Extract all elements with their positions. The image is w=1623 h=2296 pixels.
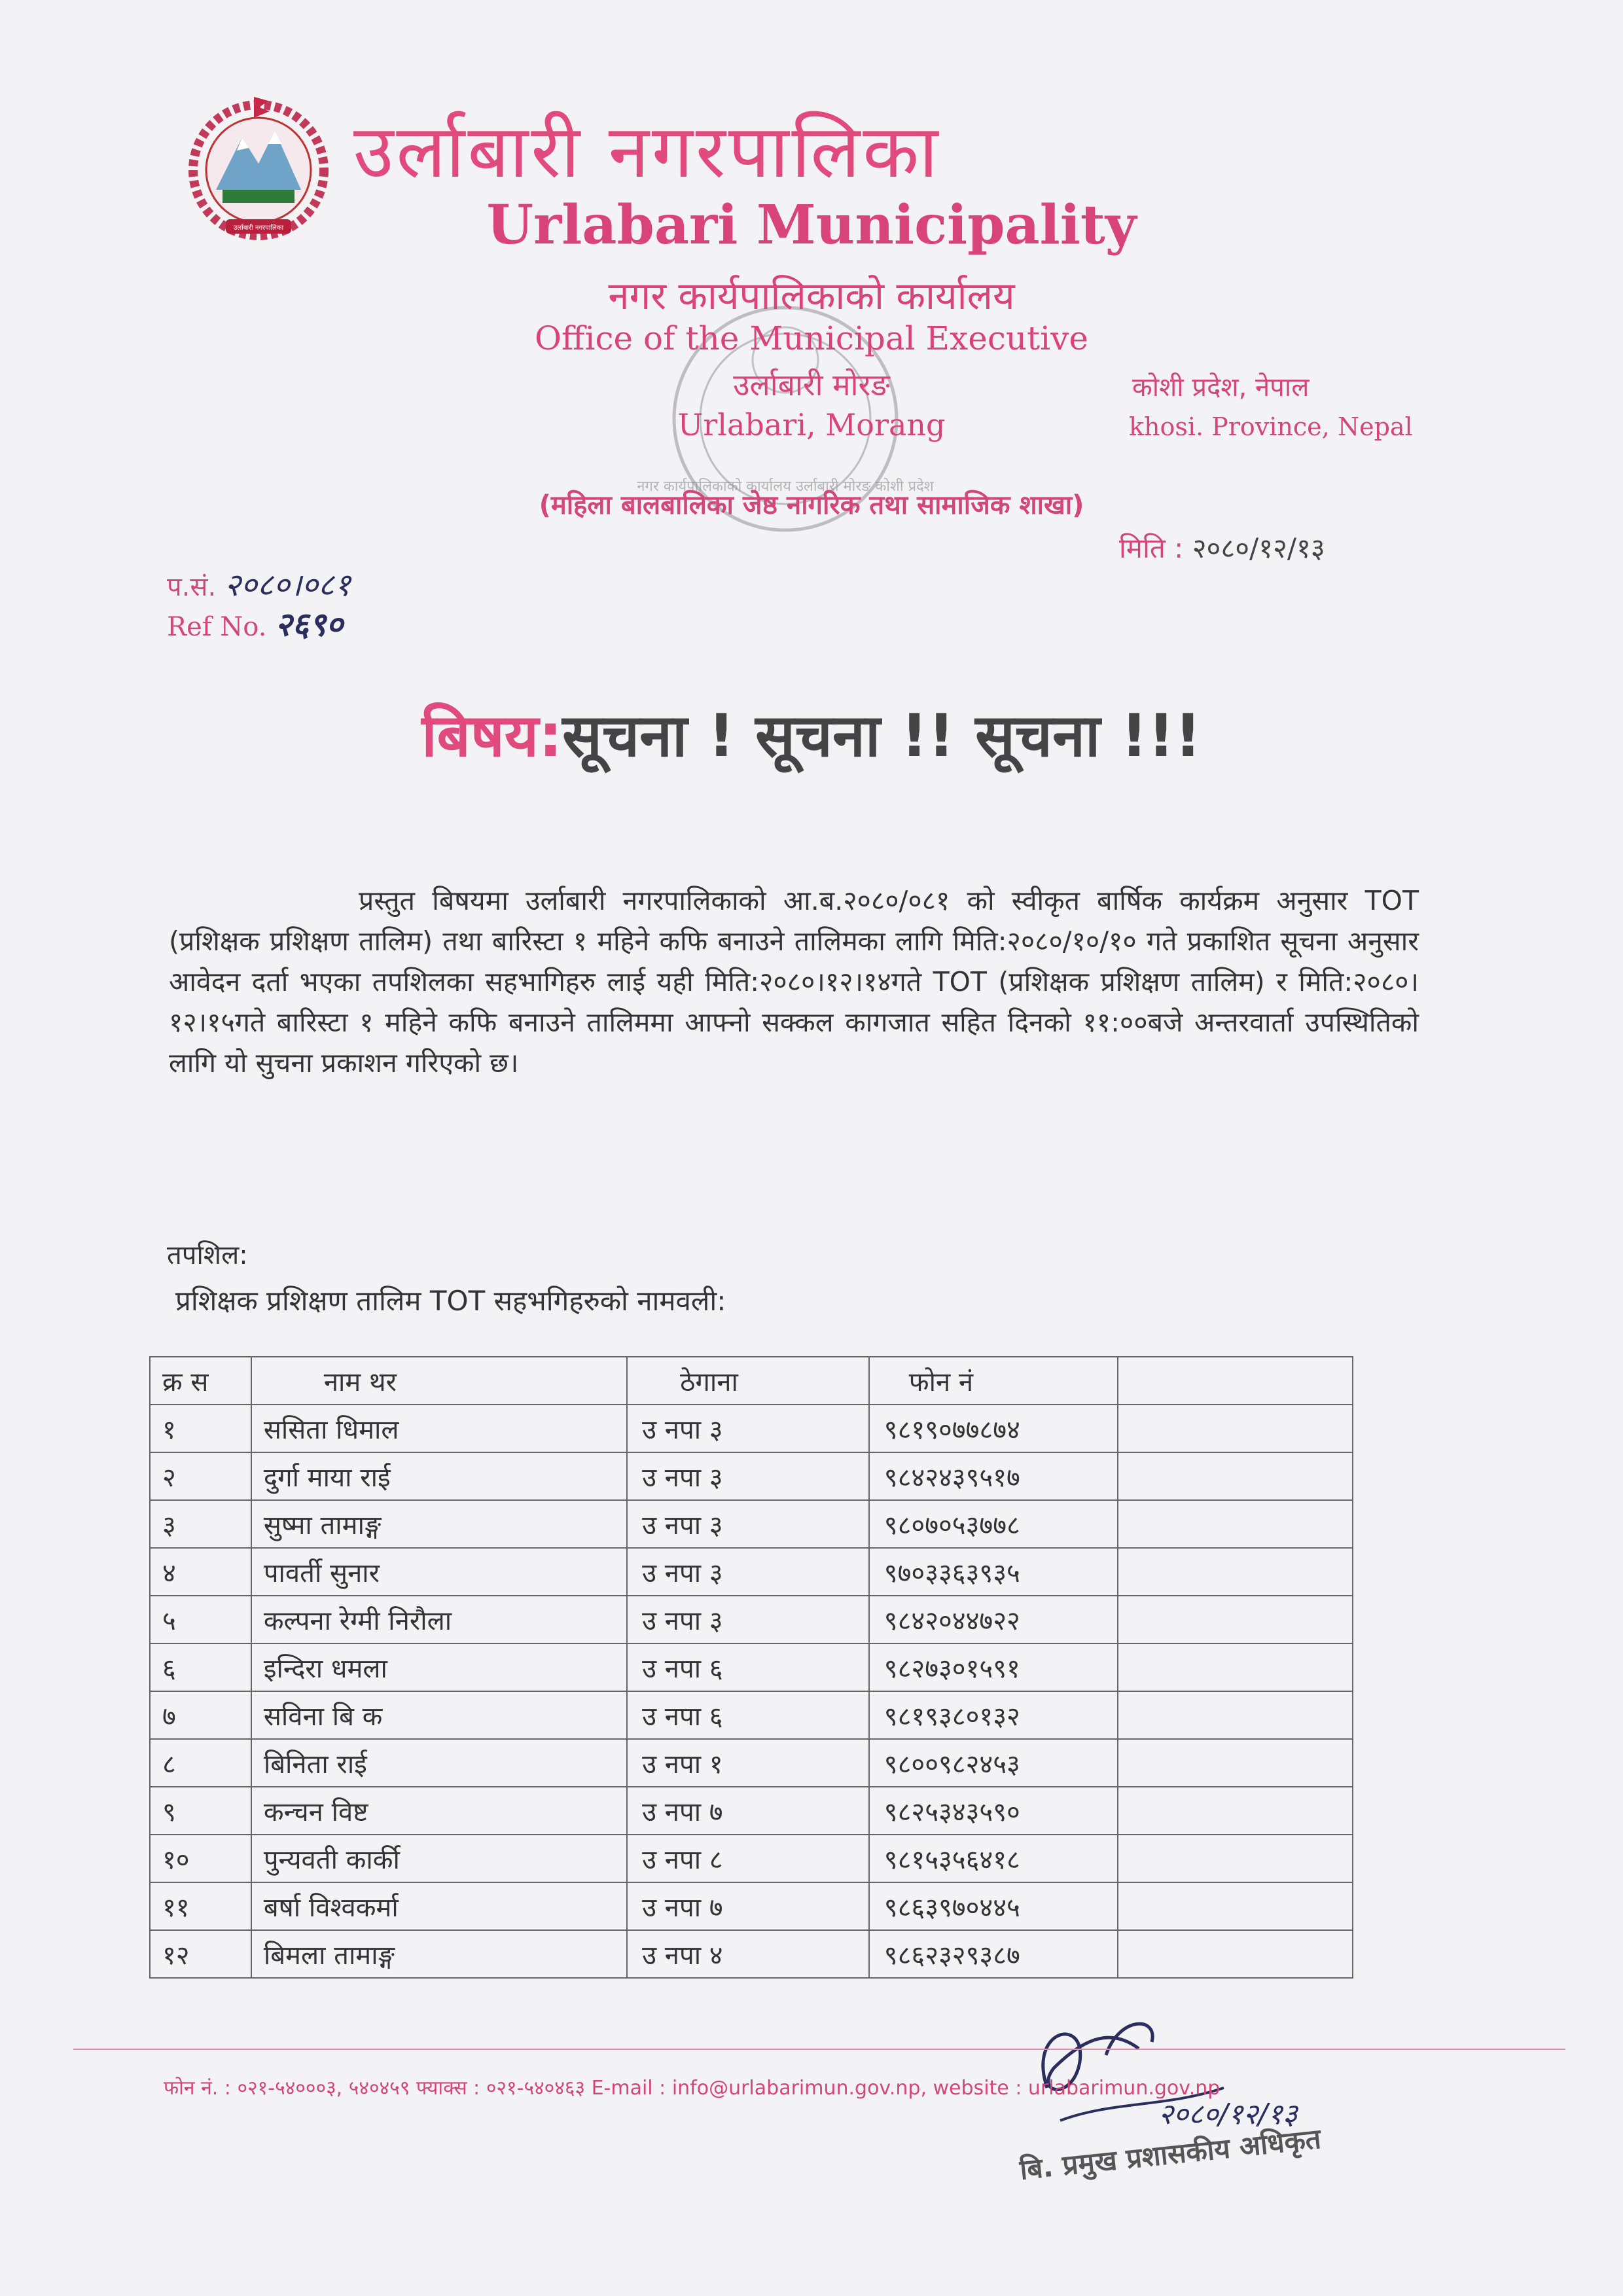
- col-sn: क्र स: [150, 1357, 251, 1405]
- row-address: उ नपा ३: [627, 1596, 869, 1643]
- table-row: [150, 1691, 1353, 1739]
- row-phone: ९८१९०७७८७४: [869, 1405, 1118, 1452]
- participants-table: [149, 1356, 1353, 1979]
- office-name-np: नगर कार्यपालिकाको कार्यालय: [608, 274, 1015, 318]
- emblem-text: उर्लाबारी नगरपालिका: [233, 224, 284, 232]
- ps-value: २०८०।०८१: [224, 567, 351, 603]
- ps-line: [167, 563, 351, 605]
- ref-label: Ref No.: [167, 612, 267, 642]
- table-row: [150, 1882, 1353, 1930]
- row-name: इन्दिरा धमला: [251, 1643, 627, 1691]
- row-sn: ४: [150, 1548, 251, 1596]
- row-address: उ नपा ३: [627, 1405, 869, 1452]
- row-blank: [1118, 1882, 1353, 1930]
- row-address: उ नपा ८: [627, 1835, 869, 1882]
- signature-date: २०८०/१२/१३: [1158, 2098, 1298, 2131]
- signature-stamp: बि. प्रमुख प्रशासकीय अधिकृत: [1018, 2122, 1323, 2186]
- row-address: उ नपा ६: [627, 1643, 869, 1691]
- municipality-name-en: Urlabari Municipality: [486, 194, 1137, 257]
- ref-line: [167, 601, 343, 645]
- table-row: [150, 1405, 1353, 1452]
- col-name: नाम थर: [251, 1357, 627, 1405]
- date-value: २०८०/१२/१३: [1192, 532, 1325, 564]
- row-sn: ३: [150, 1500, 251, 1548]
- date-line: [1119, 529, 1325, 566]
- row-phone: ९८१९३८०१३२: [869, 1691, 1118, 1739]
- date-label: मिति :: [1119, 532, 1184, 564]
- table-row: [150, 1930, 1353, 1978]
- notice-body: प्रस्तुत बिषयमा उर्लाबारी नगरपालिकाको आ.ब.२०८०/०८१ को स्वीकृत बार्षिक कार्यक्रम अनुसार TOT (प्रशिक्षक प्रशिक्षण तालिम) तथा बारिस्टा १ महिने कफि बनाउने तालिमका लागि मिति:२०८०/१०/१० गते प्रकाशित सूचना अनुसार आवेदन दर्ता भएका तपशिलका सहभागिहरु लाई यही मिति:२०८०।१२।१४गते TOT (प्रशिक्षक प्रशिक्षण तालिम) र मिति:२०८०।१२।१५गते बारिस्टा १ महिने कफि बनाउने तालिममा आफ्नो सक्कल कागजात सहित दिनको ११:००बजे अन्तरवार्ता उपस्थितिको लागि यो सुचना प्रकाशन गरिएको छ।: [169, 885, 1419, 1079]
- row-blank: [1118, 1548, 1353, 1596]
- row-phone: ९७०३३६३९३५: [869, 1548, 1118, 1596]
- list-heading: तपशिल:: [167, 1240, 248, 1270]
- row-blank: [1118, 1596, 1353, 1643]
- col-blank: [1118, 1357, 1353, 1405]
- row-phone: ९८४२४३९५१७: [869, 1452, 1118, 1500]
- table-header-row: [150, 1357, 1353, 1405]
- ref-value: २६९०: [275, 605, 344, 643]
- row-phone: ९८४२०४४७२२: [869, 1596, 1118, 1643]
- row-phone: ९८००९८२४५३: [869, 1739, 1118, 1787]
- row-name: पावर्ती सुनार: [251, 1548, 627, 1596]
- row-sn: ११: [150, 1882, 251, 1930]
- province-np: कोशी प्रदेश, नेपाल: [1132, 372, 1310, 403]
- row-blank: [1118, 1787, 1353, 1835]
- footer-contact: फोन नं. : ०२१-५४०००३, ५४०४५९ फ्याक्स : ०२१-५४०४६३ E-mail : info@urlabarimun.gov.np, website : urlabarimun.gov.np: [164, 2077, 1221, 2100]
- table-row: [150, 1548, 1353, 1596]
- table-row: [150, 1835, 1353, 1882]
- row-phone: ९८२५३४३५९०: [869, 1787, 1118, 1835]
- row-phone: ९८६३९७०४४५: [869, 1882, 1118, 1930]
- row-blank: [1118, 1643, 1353, 1691]
- row-sn: १२: [150, 1930, 251, 1978]
- place-np: उर्लाबारी मोरङ: [733, 367, 890, 403]
- row-name: कल्पना रेग्मी निरौला: [251, 1596, 627, 1643]
- row-address: उ नपा ३: [627, 1548, 869, 1596]
- row-name: दुर्गा माया राई: [251, 1452, 627, 1500]
- col-phone: फोन नं: [869, 1357, 1118, 1405]
- row-blank: [1118, 1500, 1353, 1548]
- section-name: (महिला बालबालिका जेष्ठ नागरिक तथा सामाजिक शाखा): [539, 490, 1084, 520]
- row-name: सुष्मा तामाङ्ग: [251, 1500, 627, 1548]
- row-sn: २: [150, 1452, 251, 1500]
- row-blank: [1118, 1739, 1353, 1787]
- table-row: [150, 1739, 1353, 1787]
- row-address: उ नपा ४: [627, 1930, 869, 1978]
- subject-label: बिषय:: [421, 702, 563, 770]
- row-blank: [1118, 1691, 1353, 1739]
- table-row: [150, 1452, 1353, 1500]
- province-en: khosi. Province, Nepal: [1129, 412, 1413, 441]
- row-address: उ नपा ३: [627, 1452, 869, 1500]
- row-sn: १०: [150, 1835, 251, 1882]
- municipality-name-np: उर्लाबारी नगरपालिका: [353, 109, 941, 194]
- row-phone: ९८२७३०१५९१: [869, 1643, 1118, 1691]
- row-name: बिमला तामाङ्ग: [251, 1930, 627, 1978]
- footer-divider: [73, 2049, 1565, 2050]
- row-name: कन्चन विष्ट: [251, 1787, 627, 1835]
- subject-text: सूचना ! सूचना !! सूचना !!!: [562, 702, 1202, 770]
- row-blank: [1118, 1405, 1353, 1452]
- table-row: [150, 1643, 1353, 1691]
- row-blank: [1118, 1452, 1353, 1500]
- row-sn: ७: [150, 1691, 251, 1739]
- row-address: उ नपा १: [627, 1739, 869, 1787]
- row-sn: ८: [150, 1739, 251, 1787]
- row-name: पुन्यवती कार्की: [251, 1835, 627, 1882]
- list-subheading: प्रशिक्षक प्रशिक्षण तालिम TOT सहभगिहरुको नामवली:: [175, 1285, 726, 1317]
- row-address: उ नपा ७: [627, 1882, 869, 1930]
- subject-heading: [0, 694, 1623, 774]
- ps-label: प.सं.: [167, 572, 217, 602]
- place-en: Urlabari, Morang: [677, 407, 946, 442]
- row-address: उ नपा ७: [627, 1787, 869, 1835]
- stamp-text: नगर कार्यपालिकाको कार्यालय उर्लाबारी मोरङ कोशी प्रदेश: [637, 478, 934, 495]
- row-phone: ९८०७०५३७७८: [869, 1500, 1118, 1548]
- row-blank: [1118, 1835, 1353, 1882]
- table-row: [150, 1500, 1353, 1548]
- row-phone: ९८१५३५६४१८: [869, 1835, 1118, 1882]
- office-name-en: Office of the Municipal Executive: [535, 319, 1088, 357]
- row-name: बर्षा विश्वकर्मा: [251, 1882, 627, 1930]
- row-name: बिनिता राई: [251, 1739, 627, 1787]
- row-sn: ९: [150, 1787, 251, 1835]
- row-blank: [1118, 1930, 1353, 1978]
- row-address: उ नपा ३: [627, 1500, 869, 1548]
- row-sn: ५: [150, 1596, 251, 1643]
- row-name: सविना बि क: [251, 1691, 627, 1739]
- col-address: ठेगाना: [627, 1357, 869, 1405]
- row-phone: ९८६२३२९३८७: [869, 1930, 1118, 1978]
- row-sn: ६: [150, 1643, 251, 1691]
- row-address: उ नपा ६: [627, 1691, 869, 1739]
- row-sn: १: [150, 1405, 251, 1452]
- table-row: [150, 1596, 1353, 1643]
- table-row: [150, 1787, 1353, 1835]
- row-name: ससिता धिमाल: [251, 1405, 627, 1452]
